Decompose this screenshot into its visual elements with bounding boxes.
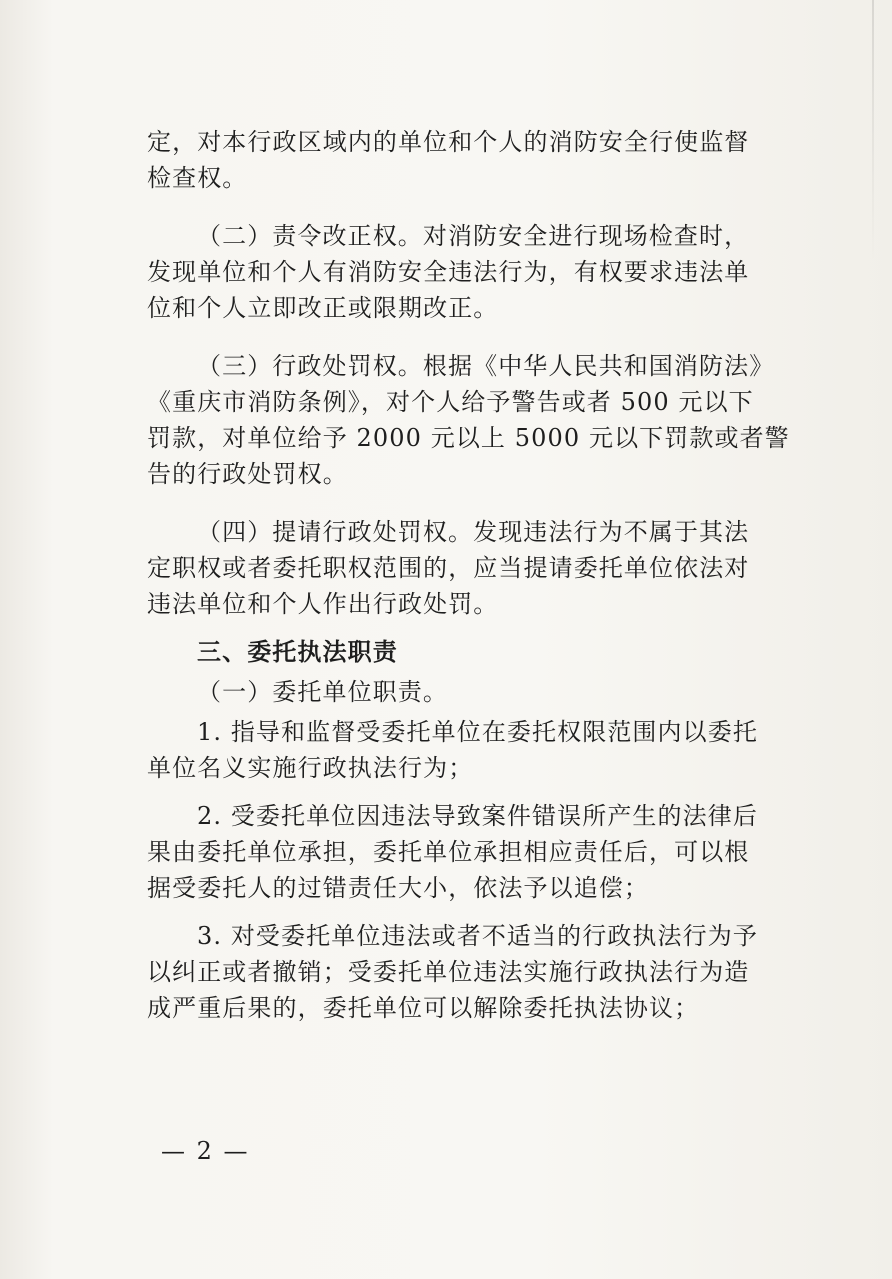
text-line: 发现单位和个人有消防安全违法行为，有权要求违法单 <box>147 258 750 286</box>
document-body <box>147 124 790 1026</box>
text-line: 单位名义实施行政执法行为； <box>147 754 474 782</box>
text-line: 定职权或者委托职权范围的，应当提请委托单位依法对 <box>147 554 750 582</box>
text-line: （四）提请行政处罚权。发现违法行为不属于其法 <box>197 518 750 546</box>
text-line: 3. 对受委托单位违法或者不适当的行政执法行为予 <box>197 922 758 950</box>
text-line: 罚款，对单位给予 2000 元以上 5000 元以下罚款或者警 <box>147 424 790 452</box>
text-line: （三）行政处罚权。根据《中华人民共和国消防法》 <box>197 352 775 380</box>
text-line: 以纠正或者撤销；受委托单位违法实施行政执法行为造 <box>147 958 750 986</box>
text-line: 据受委托人的过错责任大小，依法予以追偿； <box>147 874 649 902</box>
text-line: 2. 受委托单位因违法导致案件错误所产生的法律后 <box>197 802 758 830</box>
text-line: 《重庆市消防条例》，对个人给予警告或者 500 元以下 <box>147 388 754 416</box>
subsection-heading: （一）委托单位职责。 <box>197 678 448 706</box>
text-line: 成严重后果的，委托单位可以解除委托执法协议； <box>147 994 700 1022</box>
text-line: 定，对本行政区域内的单位和个人的消防安全行使监督 <box>147 128 750 156</box>
text-line: 位和个人立即改正或限期改正。 <box>147 294 499 322</box>
text-line: 违法单位和个人作出行政处罚。 <box>147 590 499 618</box>
text-line: 告的行政处罚权。 <box>147 460 348 488</box>
text-line: 检查权。 <box>147 164 248 192</box>
paper-fold-shadow <box>872 0 874 260</box>
section-heading: 三、委托执法职责 <box>197 638 398 666</box>
page-number: — 2 — <box>161 1137 250 1165</box>
text-line: 果由委托单位承担，委托单位承担相应责任后，可以根 <box>147 838 750 866</box>
text-line: 1. 指导和监督受委托单位在委托权限范围内以委托 <box>197 718 758 746</box>
text-line: （二）责令改正权。对消防安全进行现场检查时， <box>197 222 750 250</box>
